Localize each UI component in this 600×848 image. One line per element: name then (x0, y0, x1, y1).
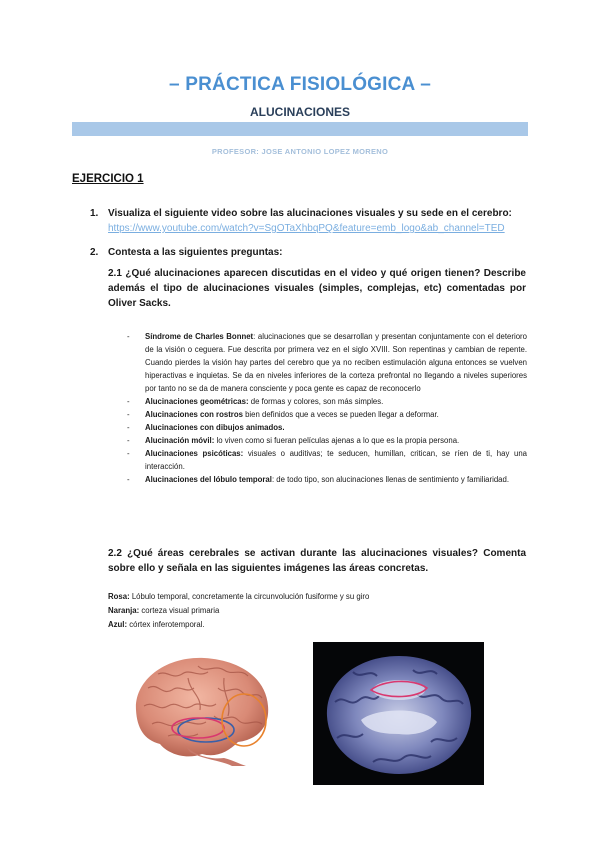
legend-azul: Azul: córtex inferotemporal. (108, 620, 205, 629)
list-item: - Síndrome de Charles Bonnet: alucinaciones que se desarrollan y presentan conjuntamente con el deterioro de la visión o ceguera. Fue descrita por primera vez en el siglo XVIII. Son repentinas y cambian de repente. Cuando pierdes la visión hay partes del cerebro que ya no reciben estimulación alguna entonces se vuelven hiperactivas e inquietas. Se da en niveles inferiores de la corteza prefrontal no llegando a niveles superiores por tanto no se da de manera consciente y poca gente es capaz de reconocerlo (127, 332, 527, 393)
professor-line: PROFESOR: JOSE ANTONIO LOPEZ MORENO (211, 147, 389, 156)
list-item: - Alucinaciones del lóbulo temporal: de todo tipo, son alucinaciones llenas de sentimiento y familiaridad. (127, 475, 510, 484)
exercise-heading: EJERCICIO 1 (72, 173, 144, 185)
document-subtitle: ALUCINACIONES (249, 105, 350, 119)
item-number: 2. (90, 247, 99, 258)
question-2-2: 2.2 ¿Qué áreas cerebrales se activan durante las alucinaciones visuales? Comenta sobre ello y señala en las siguientes imágenes las áreas concretas. (108, 548, 526, 574)
list-item: - Alucinaciones con dibujos animados. (127, 423, 285, 432)
brain-lateral-illustration (128, 648, 278, 768)
brain-section-illustration (313, 642, 484, 785)
legend-naranja: Naranja: corteza visual primaria (108, 606, 220, 615)
document-title: – PRÁCTICA FISIOLÓGICA – (168, 74, 432, 95)
question-2-1: 2.1 ¿Qué alucinaciones aparecen discutidas en el video y qué origen tienen? Describe además el tipo de alucinaciones visuales (simples, complejas, etc) comentadas por Oliver Sacks. (108, 268, 526, 309)
list-item: - Alucinaciones psicóticas: visuales o auditivas; te seducen, humillan, critican, se ríen de ti, hay una interacción. (127, 449, 527, 471)
list-item: - Alucinaciones geométricas: de formas y colores, son más simples. (127, 397, 384, 406)
item-number: 1. (90, 208, 99, 219)
brain-section-image (313, 642, 484, 785)
youtube-link[interactable]: https://www.youtube.com/watch?v=SgOTaXhbqPQ&feature=emb_logo&ab_channel=TED (108, 223, 505, 234)
legend-rosa: Rosa: Lóbulo temporal, concretamente la circunvolución fusiforme y su giro (108, 592, 370, 601)
header-band (72, 122, 528, 136)
item-text: Visualiza el siguiente video sobre las alucinaciones visuales y su sede en el cerebro: (108, 208, 512, 219)
list-item: - Alucinaciones con rostros bien definidos que a veces se pueden llegar a deformar. (127, 410, 439, 419)
hallucination-list (127, 330, 527, 486)
list-item: - Alucinación móvil: lo viven como si fueran películas ajenas a lo que es la propia persona. (127, 436, 460, 445)
brain-lateral-image (128, 648, 278, 768)
item-text: Contesta a las siguientes preguntas: (108, 247, 283, 258)
